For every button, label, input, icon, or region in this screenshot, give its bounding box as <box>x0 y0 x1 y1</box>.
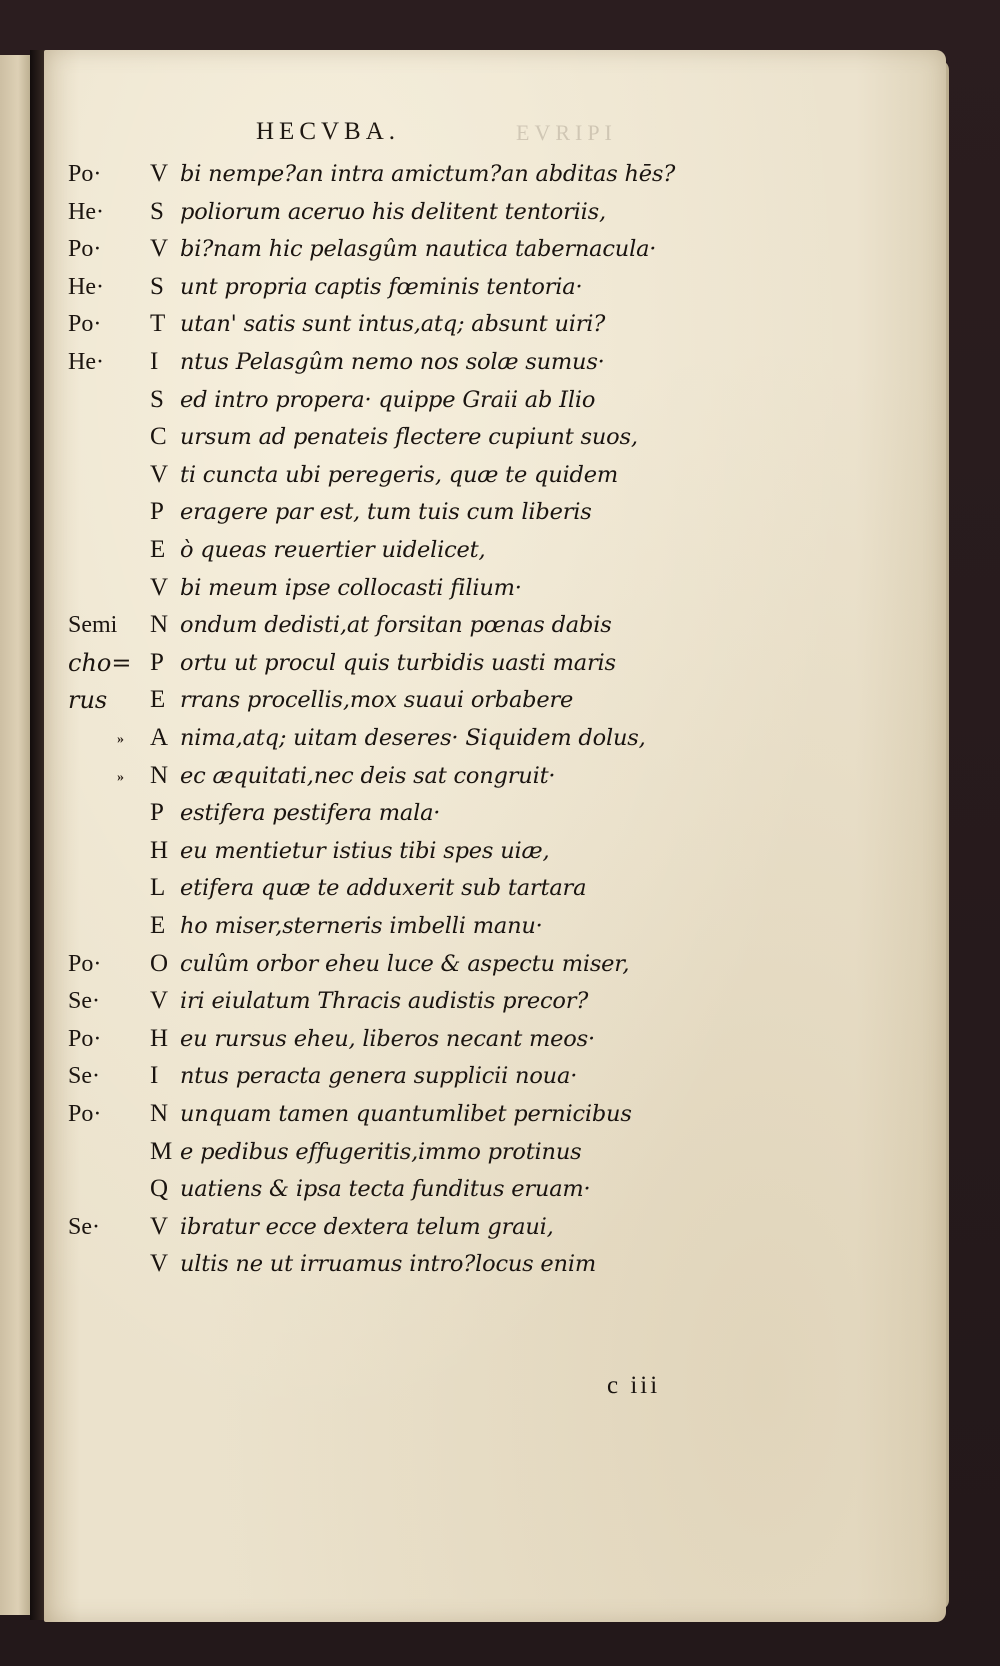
verse-line <box>0 720 1000 756</box>
verse-line <box>0 795 1000 831</box>
verse-text: nima,atq; uitam deseres· Siquidem dolus, <box>180 725 646 751</box>
verse-text: ec æquitati,nec deis sat congruit· <box>180 763 556 789</box>
speaker-label: Se· <box>68 1214 100 1240</box>
verse-text: bi?nam hic pelasgûm nautica tabernacula· <box>180 236 657 262</box>
verse-text: poliorum aceruo his delitent tentoriis, <box>180 199 606 225</box>
verse-text: ursum ad penateis flectere cupiunt suos, <box>180 424 638 450</box>
verse-line <box>0 532 1000 568</box>
verse-line <box>0 382 1000 418</box>
speaker-label: Po· <box>68 311 102 337</box>
line-initial: P <box>150 799 164 826</box>
verse-line <box>0 1134 1000 1170</box>
line-initial: C <box>150 423 167 450</box>
verse-line <box>0 1021 1000 1057</box>
speaker-label: Po· <box>68 236 102 262</box>
signature-mark: c iii <box>607 1372 661 1399</box>
line-initial: T <box>150 310 166 337</box>
sententia-marker: » <box>117 770 124 785</box>
line-initial: H <box>150 837 169 864</box>
verse-text: ho miser,sterneris imbelli manu· <box>180 913 543 939</box>
line-initial: V <box>150 235 169 262</box>
speaker-label: Semi <box>68 612 118 638</box>
verse-line <box>0 645 1000 681</box>
line-initial: L <box>150 874 166 901</box>
verse-line <box>0 306 1000 342</box>
verse-line <box>0 570 1000 606</box>
verse-line <box>0 194 1000 230</box>
verse-text: ntus peracta genera supplicii noua· <box>180 1063 578 1089</box>
speaker-label: rus <box>68 686 108 714</box>
speaker-label: Se· <box>68 1063 100 1089</box>
verse-text: uatiens & ipsa tecta funditus eruam· <box>180 1176 591 1202</box>
verse-text: unquam tamen quantumlibet pernicibus <box>180 1101 632 1127</box>
verse-text: eu rursus eheu, liberos necant meos· <box>180 1026 595 1052</box>
verse-text: eragere par est, tum tuis cum liberis <box>180 499 592 525</box>
speaker-label: Se· <box>68 988 100 1014</box>
verse-text: bi nempe?an intra amictum?an abditas hēs? <box>180 161 676 187</box>
speaker-label: Po· <box>68 1101 102 1127</box>
verse-text: ntus Pelasgûm nemo nos solæ sumus· <box>180 349 605 375</box>
speaker-label: Po· <box>68 161 102 187</box>
verse-text: ortu ut procul quis turbidis uasti maris <box>180 650 616 676</box>
verse-text: estifera pestifera mala· <box>180 800 441 826</box>
verse-line <box>0 870 1000 906</box>
verse-text: rrans procellis,mox suaui orbabere <box>180 687 574 713</box>
verse-text: iri eiulatum Thracis audistis precor? <box>180 988 589 1014</box>
line-initial: I <box>150 1062 159 1089</box>
verse-text: ondum dedisti,at forsitan pœnas dabis <box>180 612 612 638</box>
verse-line <box>0 457 1000 493</box>
speaker-label: Po· <box>68 951 102 977</box>
line-initial: P <box>150 649 164 676</box>
line-initial: P <box>150 498 164 525</box>
speaker-label: cho= <box>68 649 132 677</box>
line-initial: E <box>150 686 166 713</box>
line-initial: N <box>150 611 169 638</box>
verse-line <box>0 494 1000 530</box>
line-initial: S <box>150 198 164 225</box>
line-initial: E <box>150 912 166 939</box>
line-initial: V <box>150 461 169 488</box>
verse-text: etifera quæ te adduxerit sub tartara <box>180 875 587 901</box>
verse-line <box>0 1246 1000 1282</box>
verse-text: bi meum ipse collocasti filium· <box>180 575 522 601</box>
line-initial: H <box>150 1025 169 1052</box>
verse-text: culûm orbor eheu luce & aspectu miser, <box>180 951 630 977</box>
verse-line <box>0 344 1000 380</box>
verse-text: e pedibus effugeritis,immo protinus <box>180 1139 582 1165</box>
verse-text: unt propria captis fœminis tentoria· <box>180 274 583 300</box>
line-initial: S <box>150 273 164 300</box>
verse-text: eu mentietur istius tibi spes uiæ, <box>180 838 550 864</box>
verse-line <box>0 1058 1000 1094</box>
line-initial: M <box>150 1138 173 1165</box>
verse-line <box>0 682 1000 718</box>
verse-text: ultis ne ut irruamus intro?locus enim <box>180 1251 596 1277</box>
line-initial: A <box>150 724 169 751</box>
verse-line <box>0 908 1000 944</box>
verse-line <box>0 231 1000 267</box>
verse-line <box>0 946 1000 982</box>
line-initial: E <box>150 536 166 563</box>
line-initial: Q <box>150 1175 169 1202</box>
line-initial: I <box>150 348 159 375</box>
sententia-marker: » <box>117 732 124 747</box>
verse-line <box>0 758 1000 794</box>
verse-line <box>0 983 1000 1019</box>
line-initial: V <box>150 160 169 187</box>
verse-text: utan' satis sunt intus,atq; absunt uiri? <box>180 311 606 337</box>
line-initial: V <box>150 1250 169 1277</box>
verse-line <box>0 833 1000 869</box>
line-initial: O <box>150 950 169 977</box>
line-initial: N <box>150 1100 169 1127</box>
verse-line <box>0 269 1000 305</box>
verse-text: ò queas reuertier uidelicet, <box>180 537 486 563</box>
bleed-through-text: EVRIPI <box>516 120 617 145</box>
line-initial: V <box>150 987 169 1014</box>
line-initial: V <box>150 574 169 601</box>
verse-line <box>0 1096 1000 1132</box>
verse-line <box>0 156 1000 192</box>
speaker-label: He· <box>68 274 104 300</box>
line-initial: V <box>150 1213 169 1240</box>
running-head: HECVBA. <box>256 118 401 145</box>
speaker-label: Po· <box>68 1026 102 1052</box>
verse-line <box>0 607 1000 643</box>
speaker-label: He· <box>68 349 104 375</box>
speaker-label: He· <box>68 199 104 225</box>
verse-text: ed intro propera· quippe Graii ab Ilio <box>180 387 596 413</box>
verse-text: ti cuncta ubi peregeris, quæ te quidem <box>180 462 618 488</box>
line-initial: N <box>150 762 169 789</box>
verse-line <box>0 419 1000 455</box>
verse-line <box>0 1209 1000 1245</box>
verse-text: ibratur ecce dextera telum graui, <box>180 1214 554 1240</box>
line-initial: S <box>150 386 164 413</box>
verse-line <box>0 1171 1000 1207</box>
